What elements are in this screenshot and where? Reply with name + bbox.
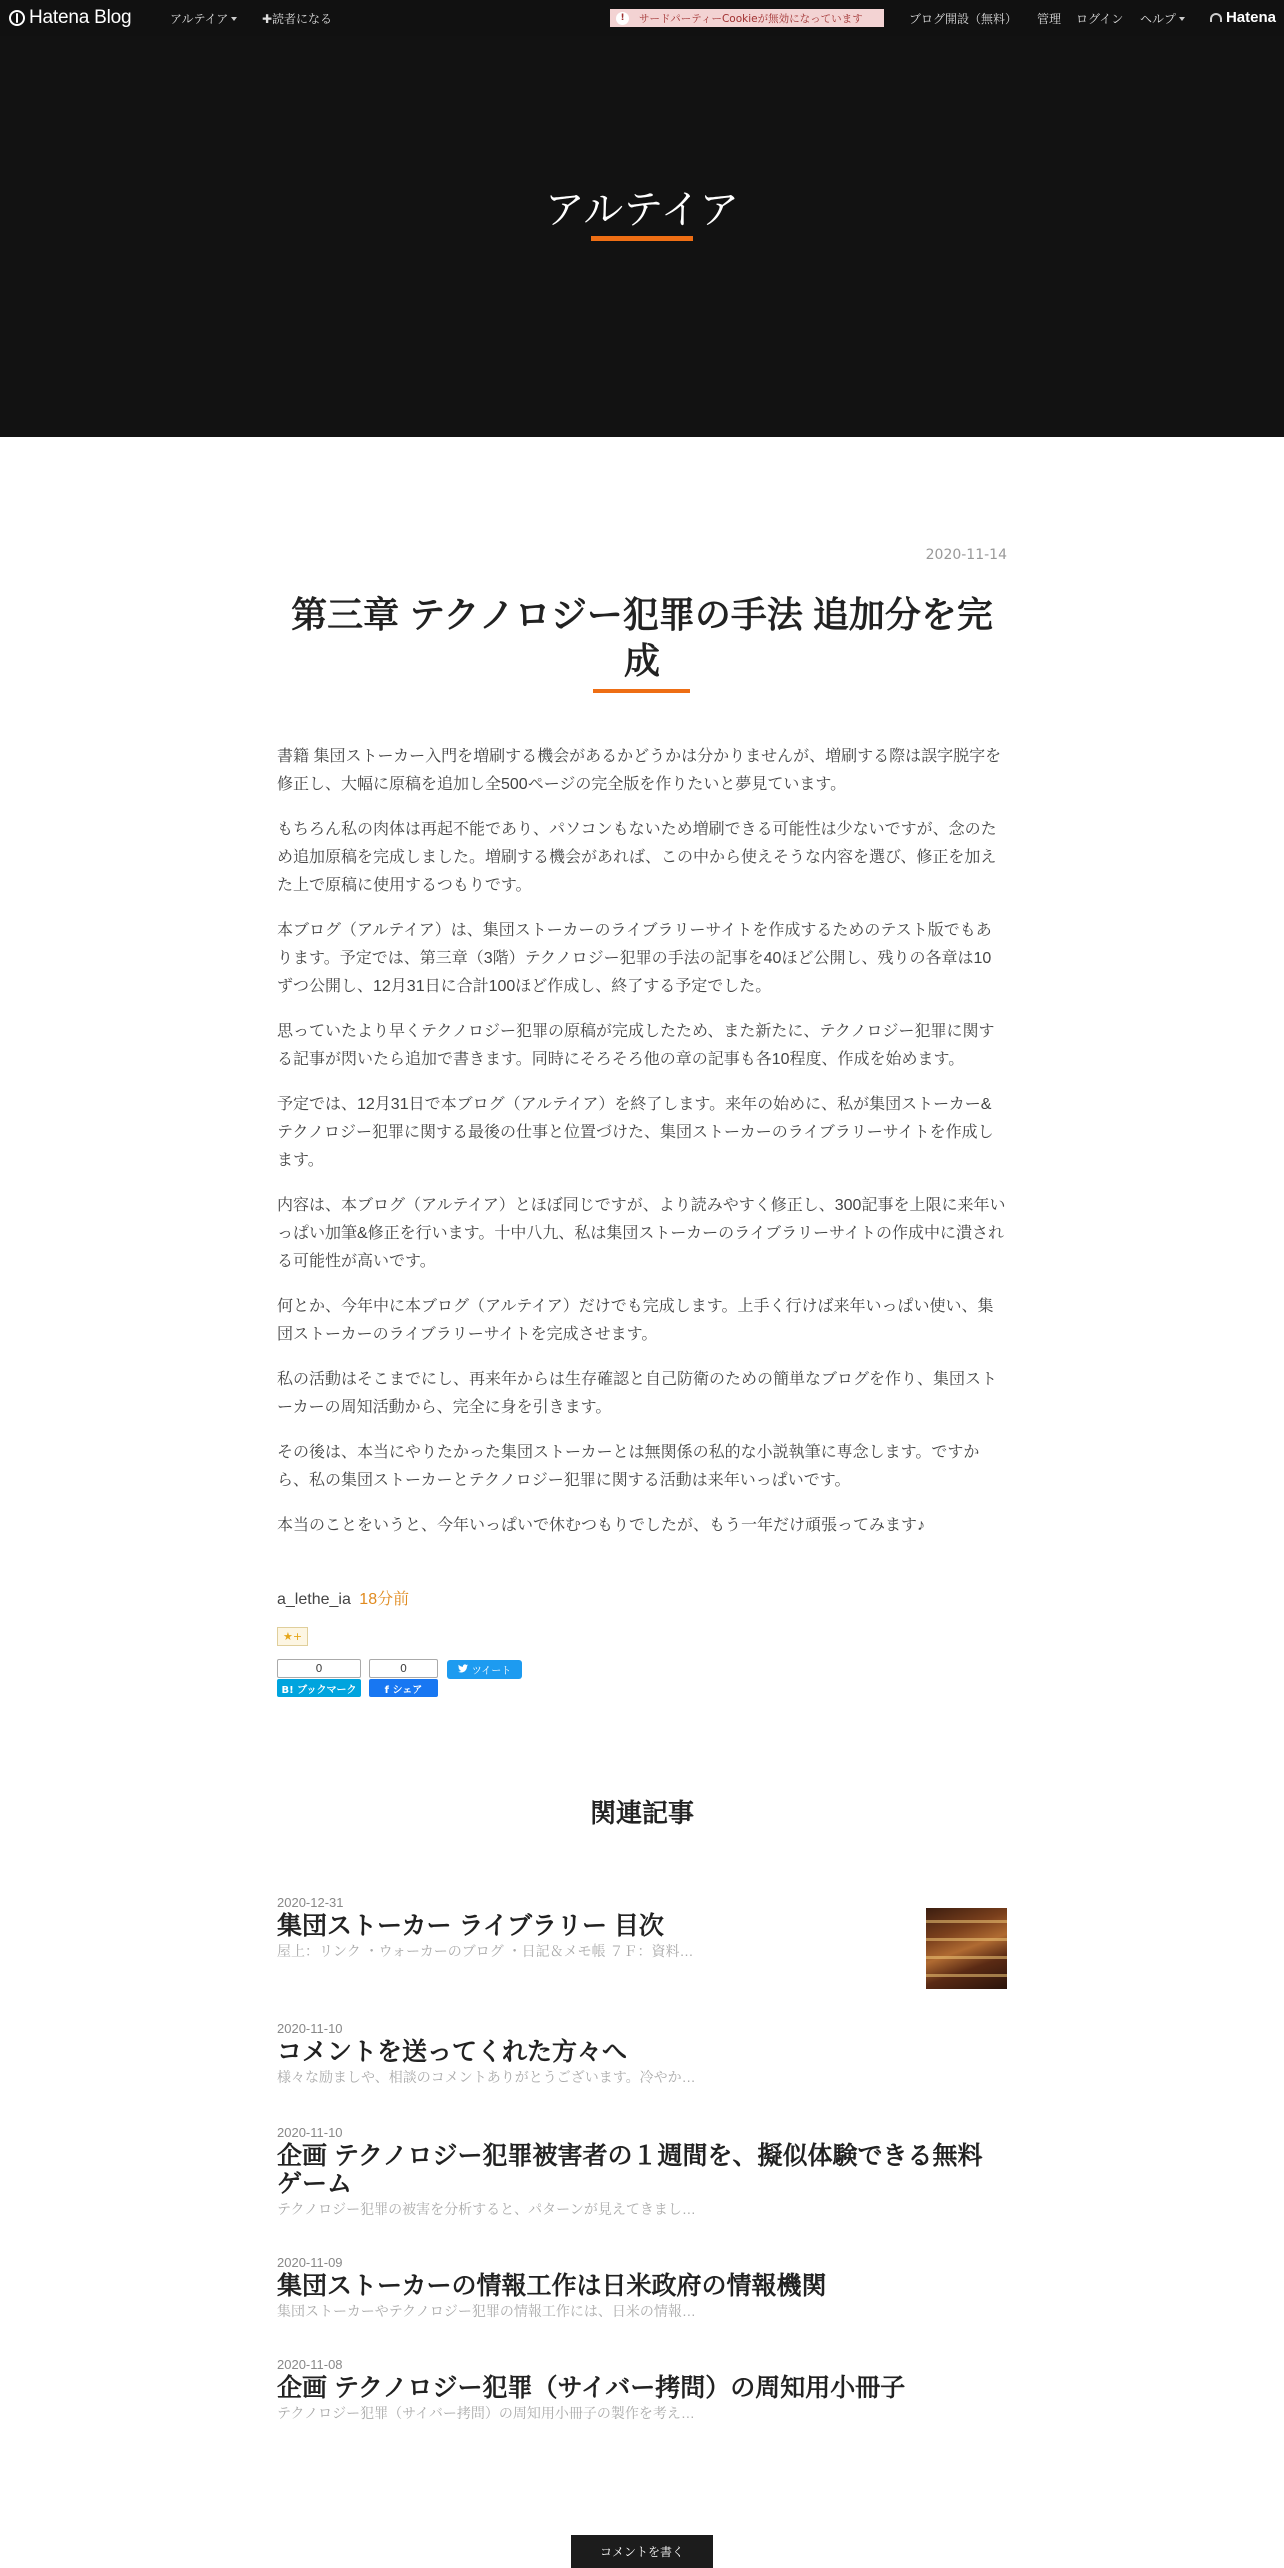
hatena-logo-text: Hatena	[1225, 9, 1276, 26]
blog-title[interactable]: アルテイア	[544, 188, 740, 232]
open-blog-link[interactable]	[909, 10, 1017, 27]
related-entry-thumbnail[interactable]	[926, 1908, 1007, 1989]
login-label: ログイン	[1076, 12, 1124, 26]
related-entry-date: 2020-12-31	[277, 1895, 344, 1910]
chevron-down-icon	[231, 17, 237, 21]
related-entry-snippet: 様々な励ましや、相談のコメントありがとうございます。冷やか…	[277, 2069, 696, 2085]
article-paragraph: その後は、本当にやりたかった集団ストーカーとは無関係の私的な小説執筆に専念します。ですから、私の集団ストーカーとテクノロジー犯罪に関する活動は来年いっぱいです。	[277, 1444, 980, 1489]
hatena-blog-logo-icon	[9, 10, 25, 26]
article-title-underline	[593, 689, 690, 693]
author-link[interactable]: a_lethe_ia	[277, 1591, 351, 1608]
global-header	[0, 0, 1284, 36]
cookie-notice[interactable]	[610, 9, 884, 27]
related-entries-heading: 関連記事	[589, 1798, 694, 1828]
chevron-down-icon	[1179, 17, 1185, 21]
article-paragraph: 私の活動はそこまでにし、再来年からは生存確認と自己防衛のための簡単なブログを作り、集団ストーカーの周知活動から、完全に身を引きます。	[277, 1371, 998, 1416]
article-paragraph: 思っていたより早くテクノロジー犯罪の原稿が完成したため、また新たに、テクノロジー犯罪に関する記事が閃いたら追加で書きます。同時にそろそろ他の章の記事も各10程度、作成を始めます。	[277, 1023, 995, 1068]
twitter-bird-icon	[458, 1664, 468, 1676]
facebook-share	[369, 1659, 438, 1697]
article-paragraph: もちろん私の肉体は再起不能であり、パソコンもないため増刷できる可能性は少ないですが、念のため追加原稿を完成しました。増刷する機会があれば、この中から使えそうな内容を選び、修正を加えた上で原稿に使用するつもりです。	[277, 821, 997, 894]
subscribe-link[interactable]	[262, 10, 332, 27]
post-time-link[interactable]: 18分前	[359, 1591, 410, 1608]
blog-menu-label: アルテイア	[170, 12, 229, 26]
related-entry[interactable]	[277, 2124, 1007, 2219]
related-entry-snippet: 集団ストーカーやテクノロジー犯罪の情報工作には、日米の情報…	[277, 2303, 696, 2319]
article-paragraph: 予定では、12月31日で本ブログ（アルテイア）を終了します。来年の始めに、私が集団ストーカー&テクノロジー犯罪に関する最後の仕事と位置づけた、集団ストーカーのライブラリーサイトを作成します。	[277, 1096, 994, 1169]
hatena-blog-logo[interactable]	[9, 7, 131, 29]
facebook-count[interactable]: 0	[369, 1659, 438, 1678]
blog-header	[0, 36, 1284, 437]
hatena-logo[interactable]	[1210, 9, 1276, 26]
related-entry-snippet: テクノロジー犯罪（サイバー拷問）の周知用小冊子の製作を考え…	[277, 2405, 695, 2421]
cookie-notice-text: サードパーティーCookieが無効になっています	[639, 12, 863, 25]
article-title[interactable]: 第三章 テクノロジー犯罪の手法 追加分を完成	[291, 594, 993, 681]
tweet-button[interactable]	[447, 1660, 522, 1679]
related-entry[interactable]	[277, 2020, 1007, 2087]
tweet-label: ツイート	[471, 1666, 512, 1677]
related-entry-title[interactable]: コメントを送ってくれた方々へ	[277, 2038, 628, 2066]
manage-label: 管理	[1037, 12, 1062, 26]
hatena-bookmark-share	[277, 1659, 361, 1697]
related-entry[interactable]	[277, 2254, 1007, 2321]
related-entry-snippet: 屋上：リンク ・ウォーカーのブログ ・日記＆メモ帳 ７Ｆ：資料…	[277, 1943, 694, 1959]
related-entry-title[interactable]: 企画 テクノロジー犯罪被害者の１週間を、擬似体験できる無料ゲーム	[277, 2142, 983, 2198]
article-date[interactable]: 2020-11-14	[925, 547, 1007, 563]
article-paragraph: 何とか、今年中に本ブログ（アルテイア）だけでも完成します。上手く行けば来年いっぱい使い、集団ストーカーのライブラリーサイトを完成させます。	[277, 1298, 994, 1343]
article-paragraph: 本ブログ（アルテイア）は、集団ストーカーのライブラリーサイトを作成するためのテスト版でもあります。予定では、第三章（3階）テクノロジー犯罪の手法の記事を40ほど公開し、残りの各章は10ずつ公開し、12月31日に合計100ほど作成し、終了する予定でした。	[277, 922, 992, 995]
hatebu-button[interactable]: B! ブックマーク	[277, 1679, 361, 1697]
hatena-bird-icon	[1210, 13, 1222, 22]
related-entry-title[interactable]: 集団ストーカー ライブラリー 目次	[277, 1912, 664, 1940]
hatebu-count[interactable]: 0	[277, 1659, 361, 1678]
facebook-share-button[interactable]: f シェア	[369, 1679, 438, 1697]
related-entry-date: 2020-11-08	[277, 2357, 343, 2372]
article-paragraph: 内容は、本ブログ（アルテイア）とほぼ同じですが、より読みやすく修正し、300記事を上限に来年いっぱい加筆&修正を行います。十中八九、私は集団ストーカーのライブラリーサイトの作成中に潰される可能性が高いです。	[277, 1197, 1006, 1270]
subscribe-label: ✚読者になる	[262, 12, 333, 26]
related-entry-title[interactable]: 企画 テクノロジー犯罪（サイバー拷問）の周知用小冊子	[277, 2374, 906, 2402]
article-footer-author	[277, 1586, 409, 1609]
related-entry-date: 2020-11-10	[277, 2125, 343, 2140]
related-entry-date: 2020-11-09	[277, 2255, 343, 2270]
related-entry[interactable]	[277, 1894, 897, 1961]
help-menu[interactable]	[1140, 10, 1185, 27]
login-link[interactable]	[1076, 10, 1123, 27]
warning-icon: !	[616, 12, 629, 25]
manage-link[interactable]	[1037, 10, 1061, 27]
article-paragraph: 本当のことをいうと、今年いっぱいで休むつもりでしたが、もう一年だけ頑張ってみます♪	[277, 1517, 926, 1534]
related-entry-snippet: テクノロジー犯罪の被害を分析すると、パターンが見えてきまし…	[277, 2201, 696, 2217]
related-entry-title[interactable]: 集団ストーカーの情報工作は日米政府の情報機関	[277, 2272, 827, 2300]
blog-title-underline	[591, 236, 693, 241]
article-paragraph: 書籍 集団ストーカー入門を増刷する機会があるかどうかは分かりませんが、増刷する際は誤字脱字を修正し、大幅に原稿を追加し全500ページの完全版を作りたいと夢見ています。	[277, 748, 1002, 793]
related-entry[interactable]	[277, 2356, 1007, 2423]
help-label: ヘルプ	[1140, 12, 1177, 26]
article-body	[277, 743, 1007, 1557]
related-entry-date: 2020-11-10	[277, 2021, 343, 2036]
add-star-button[interactable]: ★+	[277, 1627, 308, 1646]
hatena-blog-logo-text: Hatena Blog	[29, 7, 132, 28]
open-blog-label: ブログ開設（無料）	[909, 12, 1018, 26]
write-comment-button[interactable]: コメントを書く	[571, 2535, 713, 2568]
blog-menu[interactable]	[170, 10, 237, 27]
